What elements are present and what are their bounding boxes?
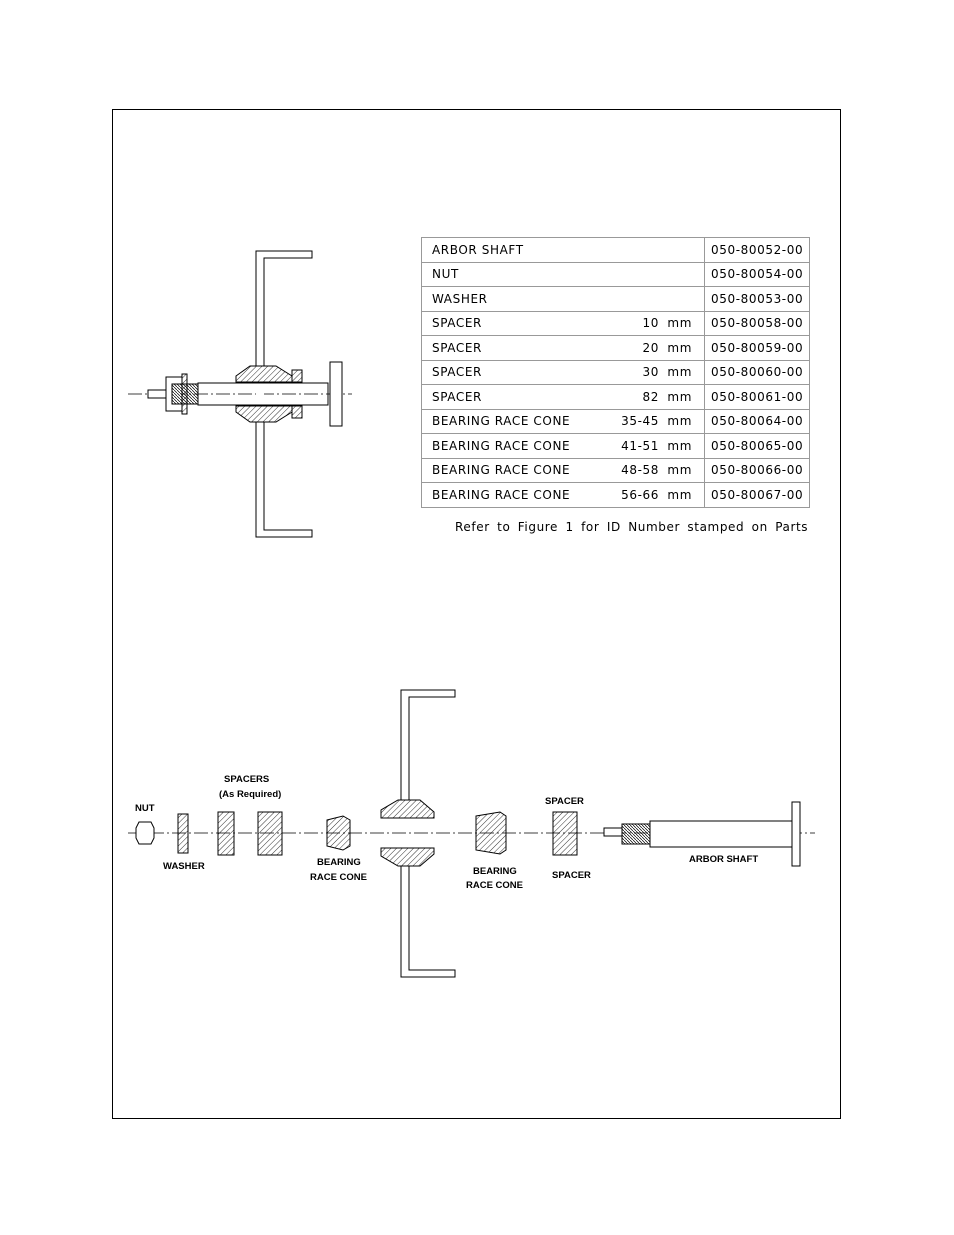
part-description: BEARING RACE CONE xyxy=(422,483,617,508)
part-number: 050-80058-00 xyxy=(705,311,810,336)
table-note: Refer to Figure 1 for ID Number stamped on Parts xyxy=(455,520,809,534)
part-size: 82 mm xyxy=(616,385,705,410)
label-washer: WASHER xyxy=(163,861,205,872)
part-size: 35-45 mm xyxy=(616,409,705,434)
assembled-shaft-tip xyxy=(148,390,166,398)
wheel-bottom-flange xyxy=(256,422,312,537)
part-number: 050-80059-00 xyxy=(705,336,810,361)
part-number: 050-80061-00 xyxy=(705,385,810,410)
exploded-shaft-body xyxy=(650,821,792,847)
part-number: 050-80065-00 xyxy=(705,434,810,459)
hub-top-hatch xyxy=(236,366,292,382)
exploded-washer xyxy=(178,814,188,853)
label-spacer-bottom: SPACER xyxy=(552,870,591,881)
part-number: 050-80054-00 xyxy=(705,262,810,287)
part-description: BEARING RACE CONE xyxy=(422,458,617,483)
exploded-hub-bottom xyxy=(381,848,434,866)
assembled-thread xyxy=(172,384,198,404)
label-bearing-left-2: RACE CONE xyxy=(310,872,368,883)
part-number: 050-80060-00 xyxy=(705,360,810,385)
label-nut: NUT xyxy=(135,803,155,814)
part-description: SPACER xyxy=(422,360,617,385)
label-bearing-right-2: RACE CONE xyxy=(466,880,524,891)
exploded-spacer-3 xyxy=(553,812,577,855)
part-size: 56-66 mm xyxy=(616,483,705,508)
part-number: 050-80053-00 xyxy=(705,287,810,312)
part-size: 48-58 mm xyxy=(616,458,705,483)
exploded-wheel-top xyxy=(401,690,455,800)
part-number: 050-80066-00 xyxy=(705,458,810,483)
assembled-end-flange xyxy=(330,362,342,426)
exploded-nut xyxy=(136,822,154,844)
label-bearing-right-1: BEARING xyxy=(473,866,517,877)
label-as-required: (As Required) xyxy=(219,789,282,800)
part-number: 050-80052-00 xyxy=(705,238,810,263)
label-arbor-shaft: ARBOR SHAFT xyxy=(689,854,759,865)
exploded-shaft-flange xyxy=(792,802,800,866)
part-number: 050-80064-00 xyxy=(705,409,810,434)
part-size: 20 mm xyxy=(616,336,705,361)
part-description: SPACER xyxy=(422,385,617,410)
part-description: WASHER xyxy=(422,287,617,312)
part-description: SPACER xyxy=(422,311,617,336)
part-description: ARBOR SHAFT xyxy=(422,238,617,263)
part-size: 30 mm xyxy=(616,360,705,385)
assembled-view xyxy=(128,251,352,537)
exploded-spacer-2 xyxy=(258,812,282,855)
exploded-cone-left xyxy=(327,816,350,850)
part-description: NUT xyxy=(422,262,617,287)
part-description: BEARING RACE CONE xyxy=(422,409,617,434)
label-bearing-left-1: BEARING xyxy=(317,857,361,868)
exploded-shaft-tip xyxy=(604,828,622,836)
exploded-wheel-bottom xyxy=(401,866,455,977)
exploded-spacer-1 xyxy=(218,812,234,855)
hub-bottom-hatch xyxy=(236,406,292,422)
part-size: 10 mm xyxy=(616,311,705,336)
label-spacer-top: SPACER xyxy=(545,796,584,807)
part-description: SPACER xyxy=(422,336,617,361)
part-size: 41-51 mm xyxy=(616,434,705,459)
exploded-shaft-thread xyxy=(622,824,650,844)
part-number: 050-80067-00 xyxy=(705,483,810,508)
wheel-top-flange xyxy=(256,251,312,366)
exploded-cone-right xyxy=(476,812,506,854)
label-spacers: SPACERS xyxy=(224,774,270,785)
exploded-view xyxy=(128,690,815,977)
exploded-hub-top xyxy=(381,800,434,818)
part-description: BEARING RACE CONE xyxy=(422,434,617,459)
